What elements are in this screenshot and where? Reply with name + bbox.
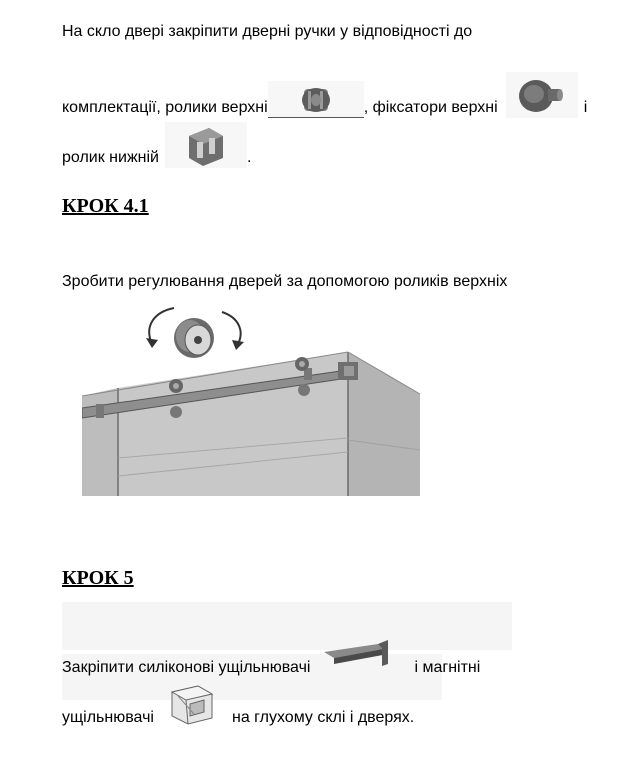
step5-line1 (62, 630, 480, 678)
bottom-roller-icon (165, 122, 247, 168)
paragraph1-line2 (62, 72, 587, 118)
step5-line2-text-a: ущільнювачі (62, 709, 154, 726)
step41-heading: КРОК 4.1 (62, 195, 149, 217)
step41-text: Зробити регулювання дверей за допомогою роликів верхніх (62, 273, 508, 290)
step5-heading: КРОК 5 (62, 567, 134, 589)
paragraph1-line1: На скло двері закріпити дверні ручки у відповідності до (62, 23, 473, 40)
paragraph1-line2-text-a: комплектації, ролики верхні (62, 99, 268, 116)
paragraph1-line3-text-a: ролик нижній (62, 149, 159, 166)
paragraph1-line3 (62, 122, 251, 168)
step5-line1-text-a: Закріпити силіконові ущільнювачі (62, 659, 311, 676)
roller-rotation-icon (146, 308, 244, 358)
silicone-seal-icon (314, 630, 410, 678)
top-roller-icon (268, 81, 364, 118)
top-stopper-icon (506, 72, 578, 118)
step5-line2-text-b: на глухому склі і дверях. (231, 709, 415, 726)
paragraph1-line3-text-b: . (246, 149, 252, 166)
step5-line2 (62, 682, 414, 728)
magnetic-seal-icon (158, 682, 228, 728)
door-adjustment-figure (82, 300, 422, 496)
paragraph1-line2-text-b: , фіксатори верхні (363, 99, 498, 116)
step5-line1-text-b: і магнітні (414, 659, 481, 676)
paragraph1-line2-text-c: і (583, 99, 588, 116)
